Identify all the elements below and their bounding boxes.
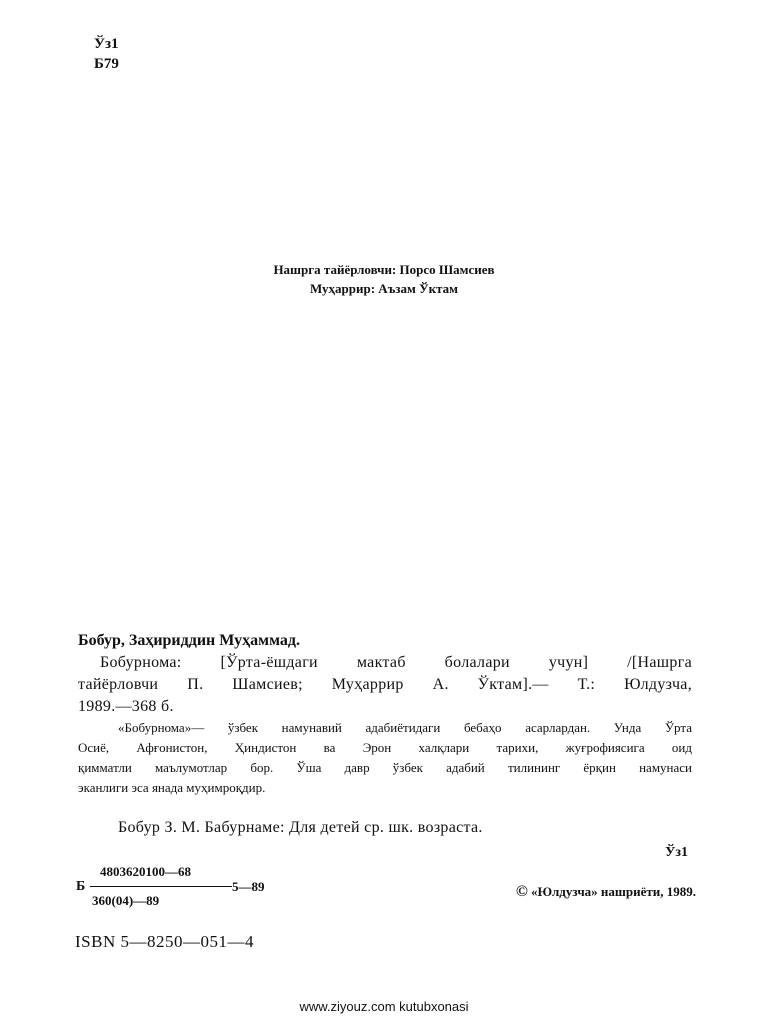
catalog-bibliographic-entry	[78, 652, 692, 718]
catalog-annotation	[78, 718, 692, 798]
biblio-line: Бобурнома: [Ўрта-ёшдаги мактаб болалари учун] /[Нашрга	[100, 654, 692, 671]
publication-code-denominator: 360(04)—89	[92, 893, 160, 908]
publication-code-prefix: Б	[76, 879, 86, 894]
copyright-text: «Юлдузча» нашриёти, 1989.	[531, 884, 696, 899]
source-footer: www.ziyouz.com kutubxonasi	[299, 999, 469, 1014]
compiler-credit: Нашрга тайёрловчи: Порсо Шамсиев	[273, 262, 495, 277]
biblio-line: 1989.—368 б.	[78, 698, 174, 715]
udk-line-1: Ўз1	[94, 36, 119, 52]
publication-code-numerator: 4803620100—68	[100, 864, 191, 879]
copyright-icon: ©	[515, 883, 528, 900]
annotation-line: қимматли маълумотлар бор. Ўша давр ўзбек адабий тилининг ёрқин намунаси	[78, 760, 692, 775]
editor-credit: Муҳаррир: Аъзам Ўктам	[309, 281, 459, 296]
russian-title: Бобур З. М. Бабурнаме: Для детей ср. шк. возраста.	[118, 819, 483, 836]
copyright-notice	[516, 883, 696, 901]
isbn-number: ISBN 5—8250—051—4	[75, 932, 254, 951]
annotation-line: «Бобурнома»— ўзбек намунавий адабиётидаги бебаҳо асарлардан. Унда Ўрта	[118, 720, 692, 735]
biblio-line: тайёрловчи П. Шамсиев; Муҳаррир А. Ўктам].— Т.: Юлдузча,	[78, 676, 692, 693]
udk-code-bottom: Ўз1	[665, 845, 688, 860]
udk-line-2: Б79	[94, 56, 119, 72]
publication-code-suffix: 5—89	[232, 879, 265, 894]
annotation-line: эканлиги эса янада муҳимроқдир.	[78, 780, 266, 795]
udk-code	[94, 34, 119, 74]
publication-code-fraction-line	[90, 886, 232, 887]
annotation-line: Осиё, Афғонистон, Ҳиндистон ва Эрон халқлари тарихи, жуғрофиясига оид	[78, 740, 692, 755]
catalog-author: Бобур, Заҳириддин Муҳаммад.	[78, 632, 300, 649]
